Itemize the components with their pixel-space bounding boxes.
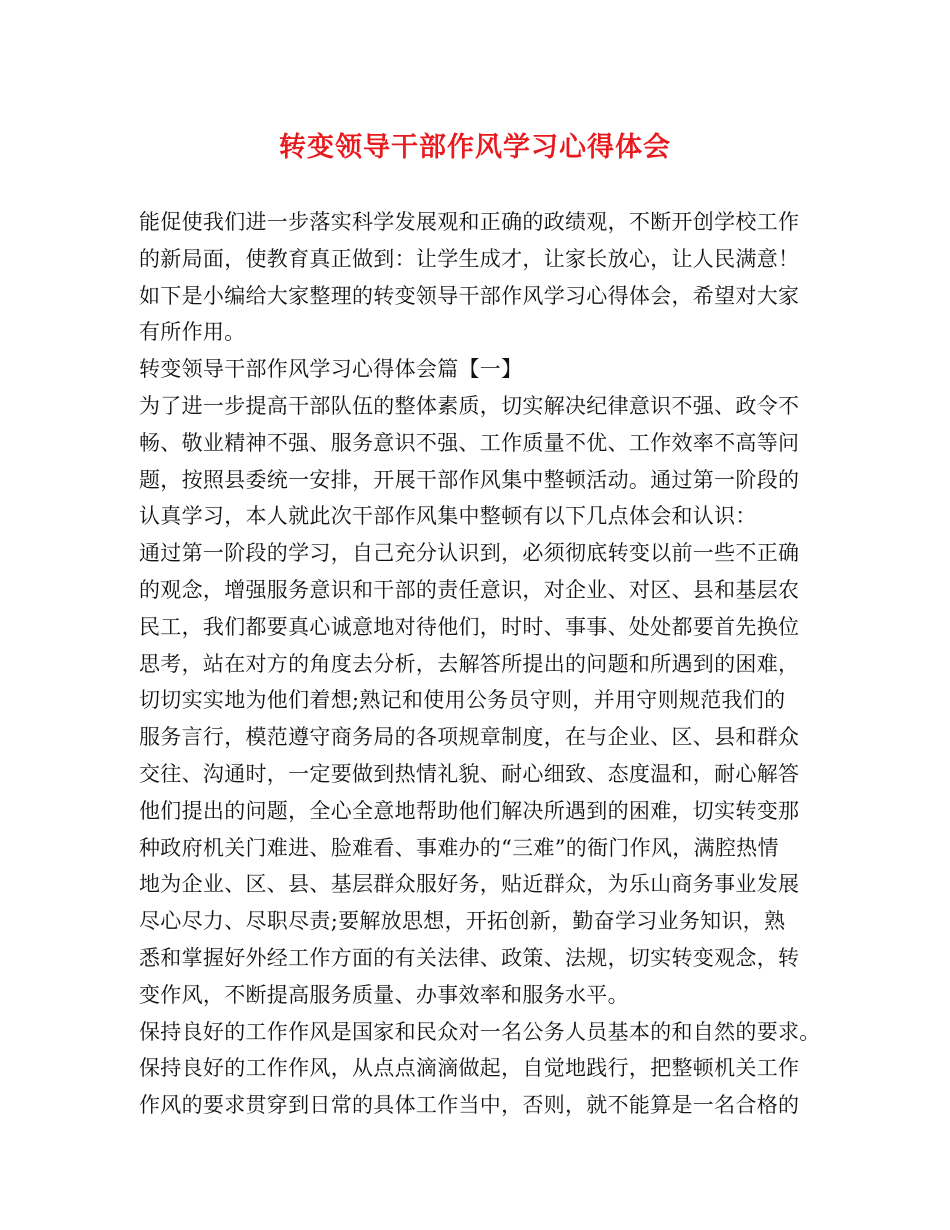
text-line: 作风的要求贯穿到日常的具体工作当中，否则，就不能算是一名合格的 <box>139 1093 800 1118</box>
text-line: 交往、沟通时，一定要做到热情礼貌、耐心细致、态度温和，耐心解答 <box>139 761 800 786</box>
text-line: 尽心尽力、尽职尽责;要解放思想，开拓创新，勤奋学习业务知识，熟 <box>139 909 786 934</box>
text-line: 思考，站在对方的角度去分析，去解答所提出的问题和所遇到的困难， <box>139 651 800 676</box>
text-line: 切切实实地为他们着想;熟记和使用公务员守则，并用守则规范我们的 <box>139 688 786 713</box>
text-line: 能促使我们进一步落实科学发展观和正确的政绩观，不断开创学校工作 <box>139 210 800 234</box>
text-line: 悉和掌握好外经工作方面的有关法律、政策、法规，切实转变观念，转 <box>139 945 800 970</box>
text-line: 认真学习，本人就此次干部作风集中整顿有以下几点体会和认识： <box>139 504 757 529</box>
text-line: 种政府机关门难进、脸难看、事难办的“三难”的衙门作风，满腔热情 <box>139 835 779 860</box>
text-line: 保持良好的工作作风，从点点滴滴做起，自觉地践行，把整顿机关工作 <box>139 1056 800 1081</box>
text-line: 他们提出的问题，全心全意地帮助他们解决所遇到的困难，切实转变那 <box>139 798 800 823</box>
text-line: 民工，我们都要真心诚意地对待他们，时时、事事、处处都要首先换位 <box>139 614 800 639</box>
document-body <box>139 204 839 1124</box>
text-line: 畅、敬业精神不强、服务意识不强、工作质量不优、工作效率不高等问 <box>139 430 800 455</box>
document-title: 转变领导干部作风学习心得体会 <box>279 132 671 163</box>
text-line: 为了进一步提高干部队伍的整体素质，切实解决纪律意识不强、政令不 <box>139 393 800 418</box>
text-line: 服务言行，模范遵守商务局的各项规章制度，在与企业、区、县和群众 <box>139 725 800 750</box>
text-line: 地为企业、区、县、基层群众服好务，贴近群众，为乐山商务事业发展 <box>139 872 800 897</box>
text-line: 如下是小编给大家整理的转变领导干部作风学习心得体会，希望对大家 <box>139 283 800 308</box>
text-line: 题，按照县委统一安排，开展干部作风集中整顿活动。通过第一阶段的 <box>139 467 800 492</box>
section-heading: 转变领导干部作风学习心得体会篇【一】 <box>139 357 523 382</box>
text-line: 的观念，增强服务意识和干部的责任意识，对企业、对区、县和基层农 <box>139 577 800 602</box>
text-line: 有所作用。 <box>139 320 246 345</box>
text-line: 保持良好的工作作风是国家和民众对一名公务人员基本的和自然的要求。 <box>139 1019 821 1044</box>
text-line: 的新局面，使教育真正做到：让学生成才，让家长放心，让人民满意！ <box>139 246 800 271</box>
text-line: 通过第一阶段的学习，自己充分认识到，必须彻底转变以前一些不正确 <box>139 541 800 566</box>
text-line: 变作风，不断提高服务质量、办事效率和服务水平。 <box>139 982 629 1007</box>
